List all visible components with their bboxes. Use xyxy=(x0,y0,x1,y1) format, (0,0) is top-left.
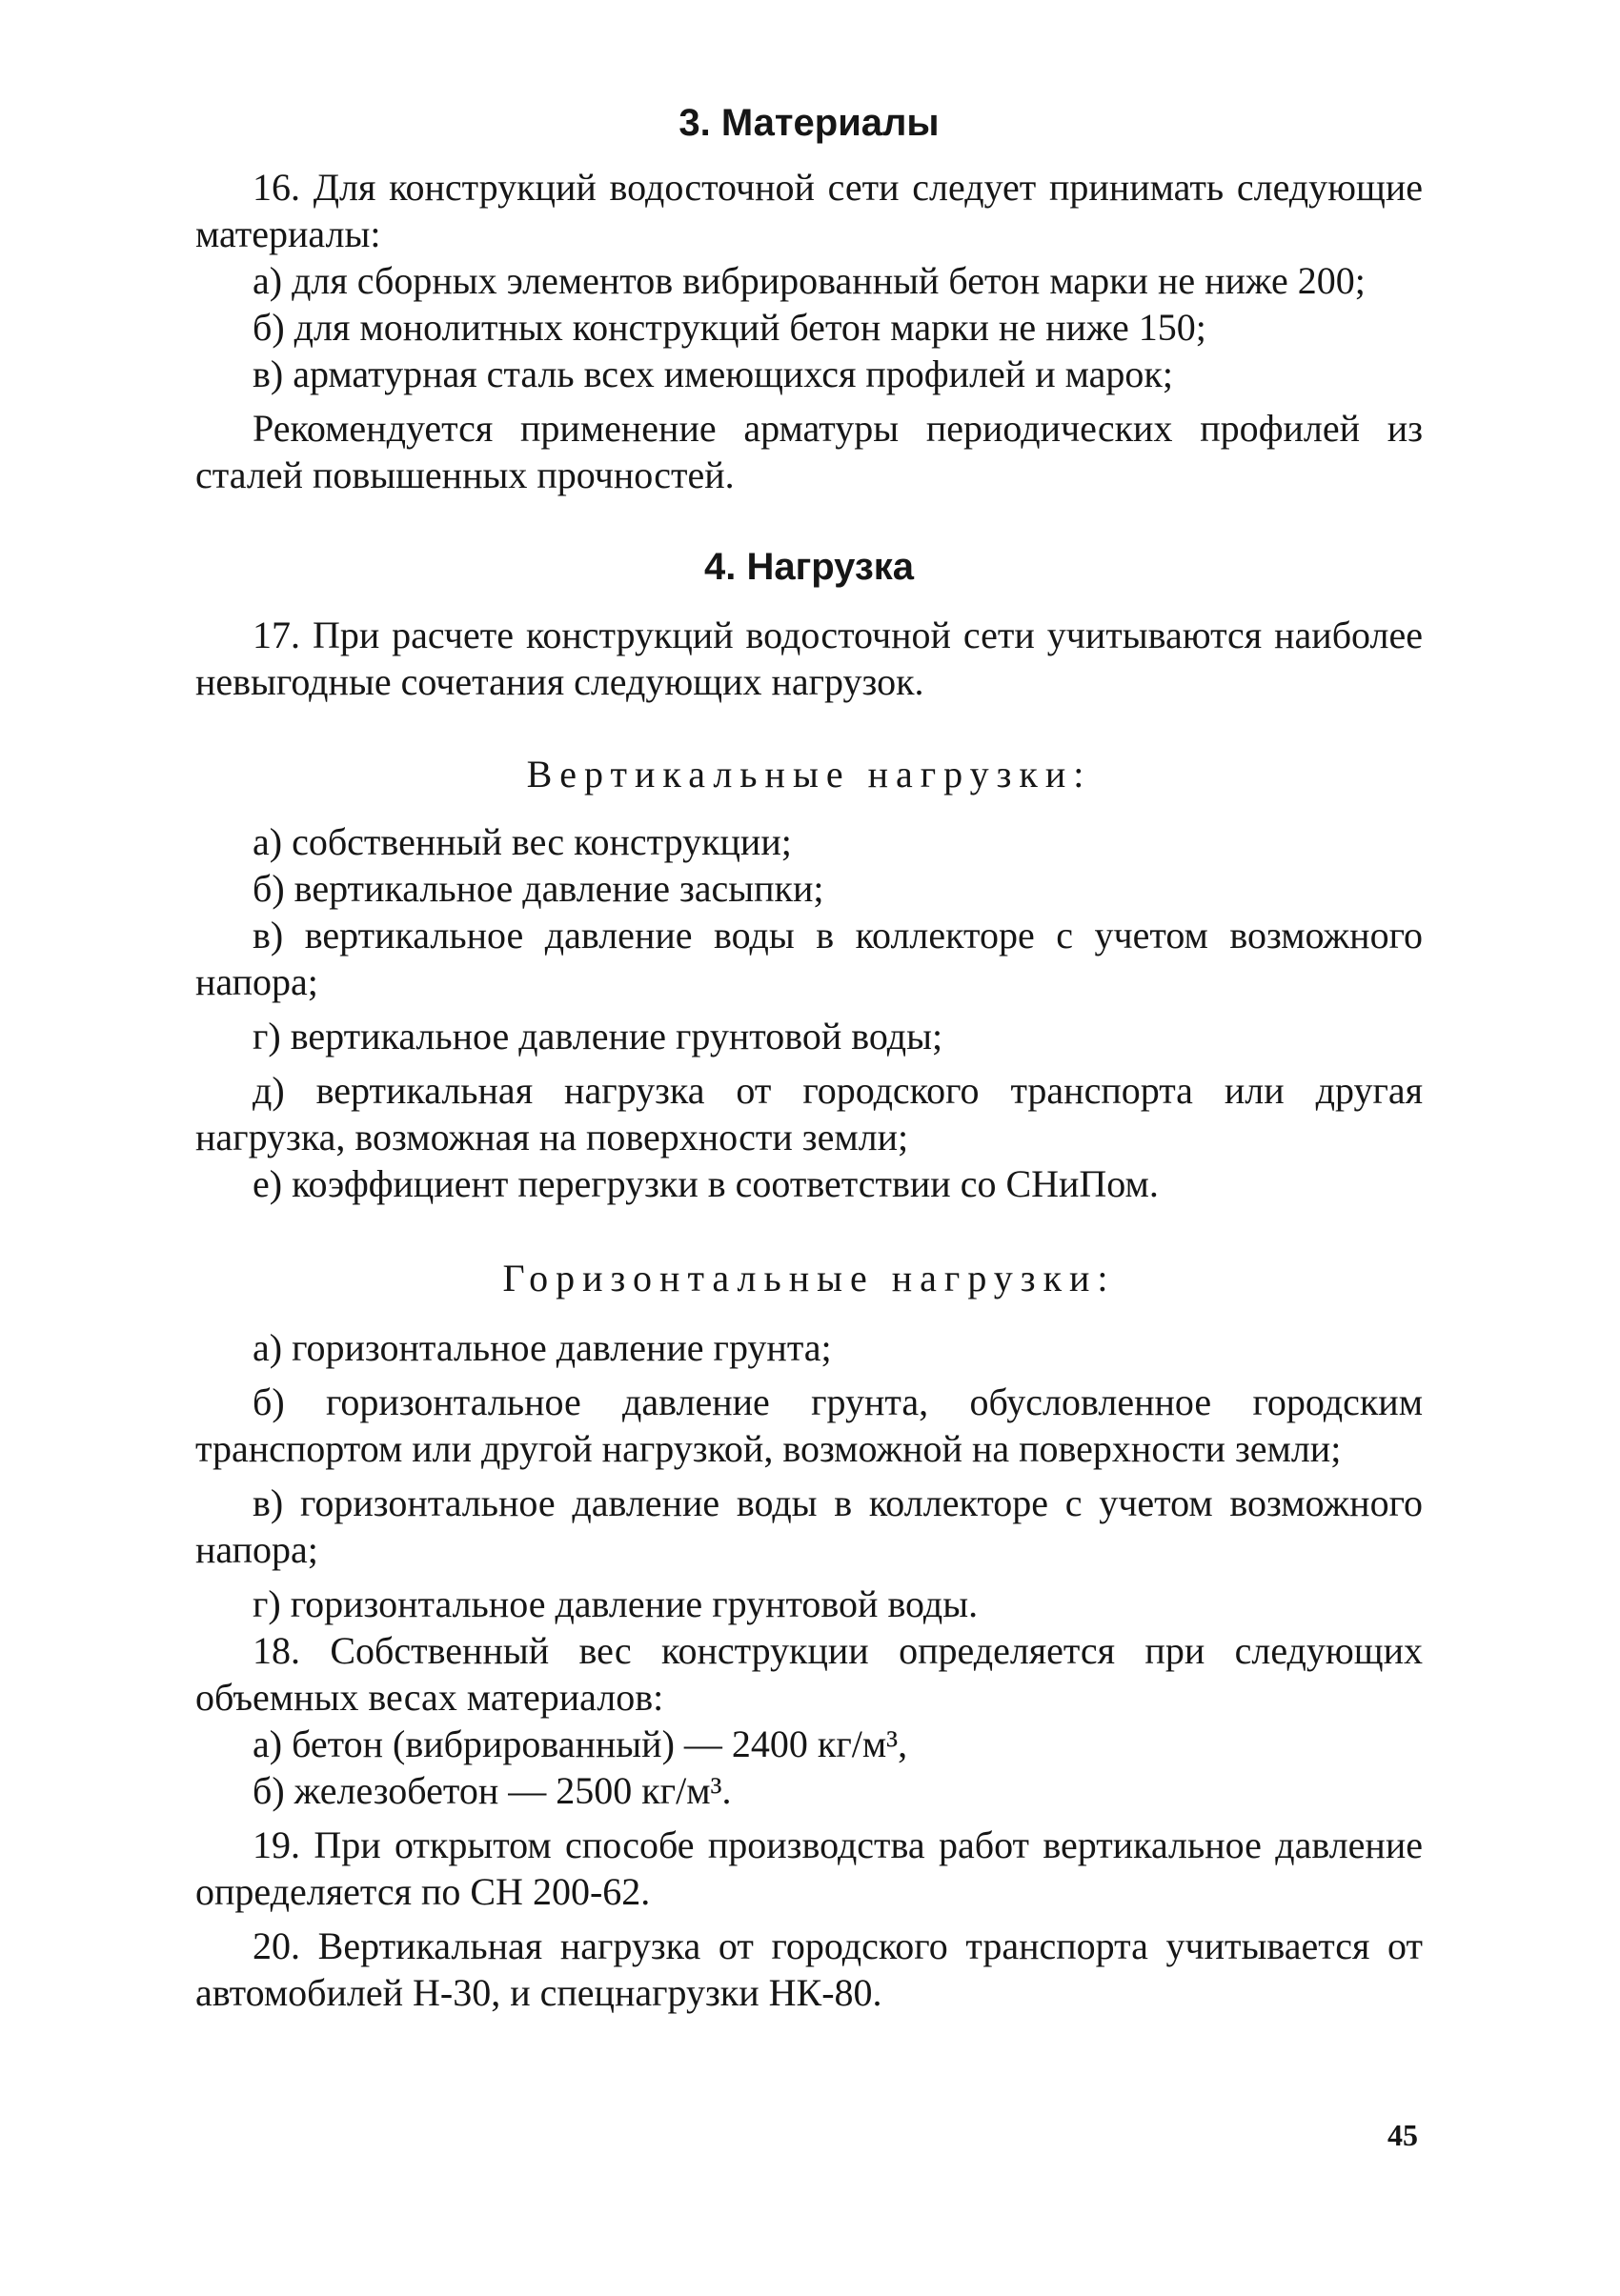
list-item: в) вертикальное давление воды в коллекторе с учетом возможного напора; xyxy=(195,914,1423,1003)
list-item: б) вертикальное давление засыпки; xyxy=(253,867,824,910)
paragraph-20: 20. Вертикальная нагрузка от городского транспорта учитывается от автомобилей Н-30, и спецнагрузки НК-80. xyxy=(195,1924,1423,2014)
list-item: а) бетон (вибрированный) — 2400 кг/м³, xyxy=(253,1722,908,1765)
page-number: 45 xyxy=(1387,2118,1418,2152)
subheading-vertical-loads: Вертикальные нагрузки: xyxy=(526,753,1092,796)
list-item: а) собственный вес конструкции; xyxy=(253,820,792,863)
page-content xyxy=(195,100,1423,2016)
section-heading-load: 4. Нагрузка xyxy=(703,546,915,588)
list-item: д) вертикальная нагрузка от городского транспорта или другая нагрузка, возможная на поверхности земли; xyxy=(195,1069,1423,1158)
section-heading-materials: 3. Материалы xyxy=(678,102,940,144)
list-item: е) коэффициент перегрузки в соответствии со СНиПом. xyxy=(253,1162,1159,1205)
list-item: б) для монолитных конструкций бетон марки не ниже 150; xyxy=(253,306,1206,349)
list-item: в) горизонтальное давление воды в коллекторе с учетом возможного напора; xyxy=(195,1481,1423,1571)
list-item: а) для сборных элементов вибрированный бетон марки не ниже 200; xyxy=(253,259,1366,302)
paragraph-16: 16. Для конструкций водосточной сети следует принимать следующие материалы: xyxy=(195,166,1423,255)
list-item: а) горизонтальное давление грунта; xyxy=(253,1326,832,1369)
subheading-horizontal-loads: Горизонтальные нагрузки: xyxy=(502,1257,1116,1299)
list-item: б) горизонтальное давление грунта, обусловленное городским транспортом или другой нагрузкой, возможной на поверхности земли; xyxy=(195,1380,1423,1470)
list-item: в) арматурная сталь всех имеющихся профилей и марок; xyxy=(253,352,1173,395)
list-item: г) горизонтальное давление грунтовой воды. xyxy=(253,1582,979,1625)
recommendation-paragraph: Рекомендуется применение арматуры периодических профилей из сталей повышенных прочностей. xyxy=(195,407,1423,496)
list-item: б) железобетон — 2500 кг/м³. xyxy=(253,1769,732,1812)
paragraph-17: 17. При расчете конструкций водосточной сети учитываются наиболее невыгодные сочетания следующих нагрузок. xyxy=(195,614,1423,703)
paragraph-19: 19. При открытом способе производства работ вертикальное давление определяется по СН 200-62. xyxy=(195,1823,1423,1913)
list-item: г) вертикальное давление грунтовой воды; xyxy=(253,1015,943,1057)
paragraph-18: 18. Собственный вес конструкции определяется при следующих объемных весах материалов: xyxy=(195,1629,1423,1719)
